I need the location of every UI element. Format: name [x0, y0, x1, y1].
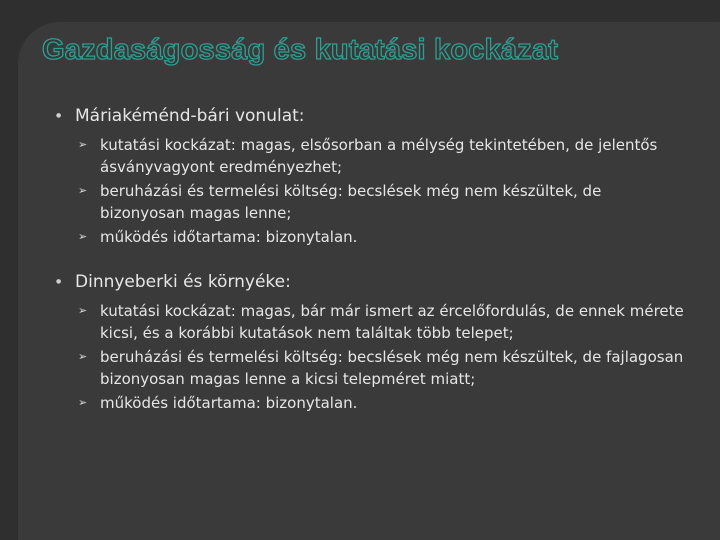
section-dinnyeberki [54, 270, 684, 414]
bullet-list [54, 134, 684, 248]
list-item [54, 392, 684, 414]
arrow-right-icon: ➢ [78, 184, 88, 197]
arrow-right-icon: ➢ [78, 230, 88, 243]
list-item-text: beruházási és termelési költség: becslések még nem készültek, de bizonyosan magas lenne; [100, 182, 602, 222]
section-mariakemend-bari [54, 104, 684, 248]
list-item [54, 226, 684, 248]
arrow-right-icon: ➢ [78, 396, 88, 409]
list-item [54, 346, 684, 390]
list-item [54, 180, 684, 224]
arrow-right-icon: ➢ [78, 138, 88, 151]
list-item [54, 134, 684, 178]
list-item-text: működés időtartama: bizonytalan. [100, 228, 358, 246]
section-heading-text: Dinnyeberki és környéke: [75, 272, 291, 292]
slide-title: Gazdaságosság és kutatási kockázat [42, 34, 559, 66]
bullet-list [54, 300, 684, 414]
slide-content [54, 104, 684, 416]
section-heading [54, 270, 684, 294]
list-item-text: működés időtartama: bizonytalan. [100, 394, 358, 412]
dot-bullet-icon: ● [56, 278, 62, 285]
list-item-text: beruházási és termelési költség: becslések még nem készültek, de fajlagosan bizonyosan magas lenne a kicsi telepméret miatt; [100, 348, 684, 388]
arrow-right-icon: ➢ [78, 304, 88, 317]
list-item-text: kutatási kockázat: magas, elsősorban a mélység tekintetében, de jelentős ásványvagyont eredményezhet; [100, 136, 658, 176]
dot-bullet-icon: ● [56, 112, 62, 119]
section-heading-text: Máriakéménd-bári vonulat: [75, 106, 305, 126]
list-item-text: kutatási kockázat: magas, bár már ismert az ércelőfordulás, de ennek mérete kicsi, és a korábbi kutatások nem találtak több telepet; [100, 302, 684, 342]
arrow-right-icon: ➢ [78, 350, 88, 363]
list-item [54, 300, 684, 344]
section-heading [54, 104, 684, 128]
